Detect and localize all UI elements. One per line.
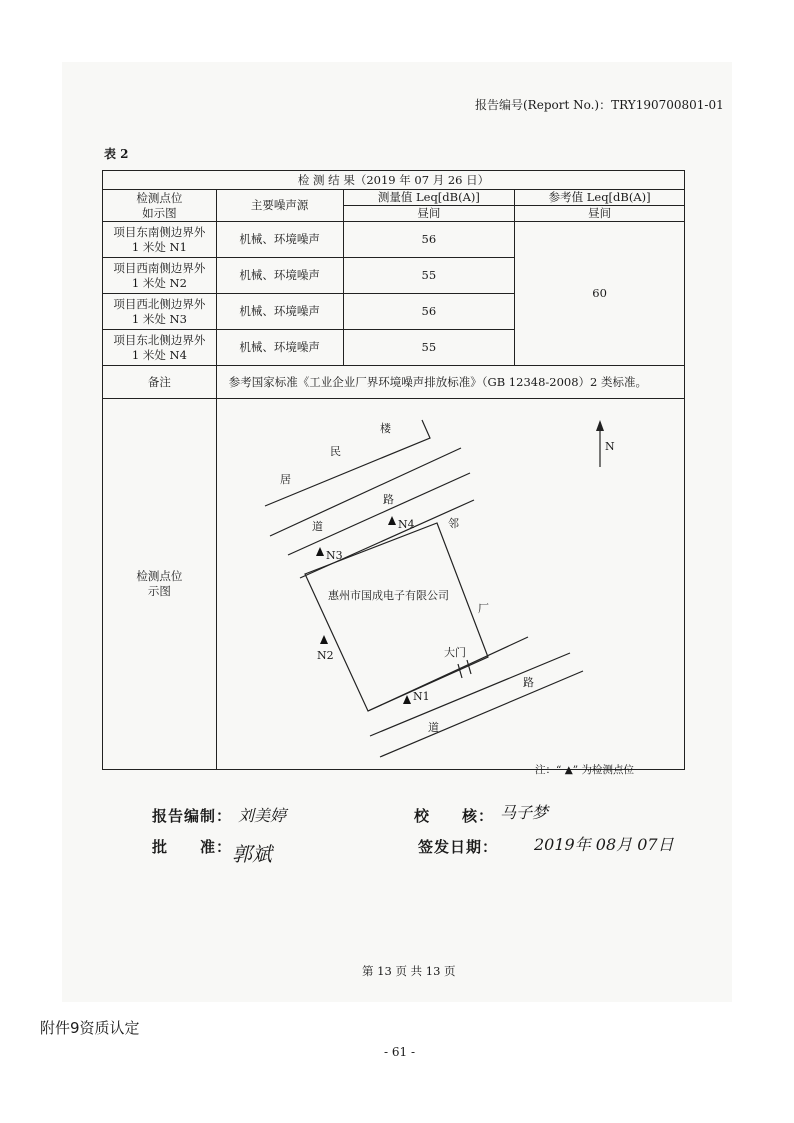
remark-text: 参考国家标准《工业企业厂界环境噪声排放标准》（GB 12348-2008）2 类标准。 bbox=[216, 366, 684, 399]
value-cell: 56 bbox=[343, 222, 515, 258]
point-cell: 项目西北侧边界外 1 米处 N3 bbox=[103, 294, 217, 330]
diagram-label: 检测点位 示图 bbox=[103, 399, 217, 770]
gate-mark bbox=[458, 664, 462, 678]
value-cell: 56 bbox=[343, 294, 515, 330]
measured-daytime: 昼间 bbox=[343, 206, 515, 222]
north-arrow-head bbox=[596, 420, 604, 431]
attachment-caption: 附件9资质认定 bbox=[40, 1019, 140, 1037]
remark-label: 备注 bbox=[103, 366, 217, 399]
point-marker-n3 bbox=[316, 547, 324, 556]
issue-date-label: 签发日期： bbox=[418, 838, 499, 856]
point-label-n1: N1 bbox=[413, 690, 430, 703]
issue-date: 2019年 08月 07日 bbox=[534, 835, 674, 854]
gate-mark bbox=[467, 660, 471, 674]
source-cell: 机械、环境噪声 bbox=[216, 258, 343, 294]
point-cell: 项目东南侧边界外 1 米处 N1 bbox=[103, 222, 217, 258]
source-cell: 机械、环境噪声 bbox=[216, 294, 343, 330]
building-char: 楼 bbox=[380, 422, 391, 435]
page-number: - 61 - bbox=[384, 1045, 416, 1059]
point-marker-n4 bbox=[388, 516, 396, 525]
approve-signature: 郭斌 bbox=[232, 842, 272, 866]
col-point-header: 检测点位 如示图 bbox=[103, 190, 217, 222]
compiled-label: 报告编制： bbox=[152, 807, 233, 825]
col-reference-header: 参考值 Leq[dB(A)] bbox=[515, 190, 685, 206]
building-char: 居 bbox=[280, 473, 291, 486]
source-cell: 机械、环境噪声 bbox=[216, 222, 343, 258]
road-char: 路 bbox=[383, 493, 394, 506]
approve-label: 批 准： bbox=[152, 838, 233, 856]
company-name: 惠州市国成电子有限公司 bbox=[328, 589, 449, 602]
compiled-signature: 刘美婷 bbox=[238, 806, 287, 825]
road-char: 路 bbox=[523, 676, 534, 689]
point-label-n2: N2 bbox=[317, 649, 334, 662]
source-cell: 机械、环境噪声 bbox=[216, 330, 343, 366]
building-char: 民 bbox=[330, 445, 341, 458]
diagram-note: 注：“ ▲” 为检测点位 bbox=[535, 764, 634, 776]
point-cell: 项目西南侧边界外 1 米处 N2 bbox=[103, 258, 217, 294]
col-measured-header: 测量值 Leq[dB(A)] bbox=[343, 190, 515, 206]
north-label: N bbox=[605, 440, 615, 453]
point-marker-n2 bbox=[320, 635, 328, 644]
neighbor-char: 邻 bbox=[448, 517, 459, 530]
lower-road-line-3 bbox=[380, 671, 583, 757]
road-char: 道 bbox=[428, 721, 439, 734]
point-marker-n1 bbox=[403, 695, 411, 704]
value-cell: 55 bbox=[343, 258, 515, 294]
table-label: 表 2 bbox=[104, 147, 129, 161]
value-cell: 55 bbox=[343, 330, 515, 366]
point-label-n4: N4 bbox=[398, 518, 415, 531]
report-number: 报告编号(Report No.)：TRY190700801-01 bbox=[475, 98, 724, 112]
reference-value: 60 bbox=[515, 222, 685, 366]
col-source-header: 主要噪声源 bbox=[216, 190, 343, 222]
review-label: 校 核： bbox=[414, 807, 495, 825]
reference-daytime: 昼间 bbox=[515, 206, 685, 222]
residential-outline bbox=[265, 420, 430, 506]
table-title: 检 测 结 果（2019 年 07 月 26 日） bbox=[103, 171, 685, 190]
point-label-n3: N3 bbox=[326, 549, 343, 562]
gate-label: 大门 bbox=[444, 646, 466, 659]
point-cell: 项目东北侧边界外 1 米处 N4 bbox=[103, 330, 217, 366]
review-signature: 马子梦 bbox=[500, 803, 549, 822]
page-count: 第 13 页 共 13 页 bbox=[362, 964, 456, 978]
neighbor-char: 厂 bbox=[478, 602, 489, 615]
road-char: 道 bbox=[312, 520, 323, 533]
